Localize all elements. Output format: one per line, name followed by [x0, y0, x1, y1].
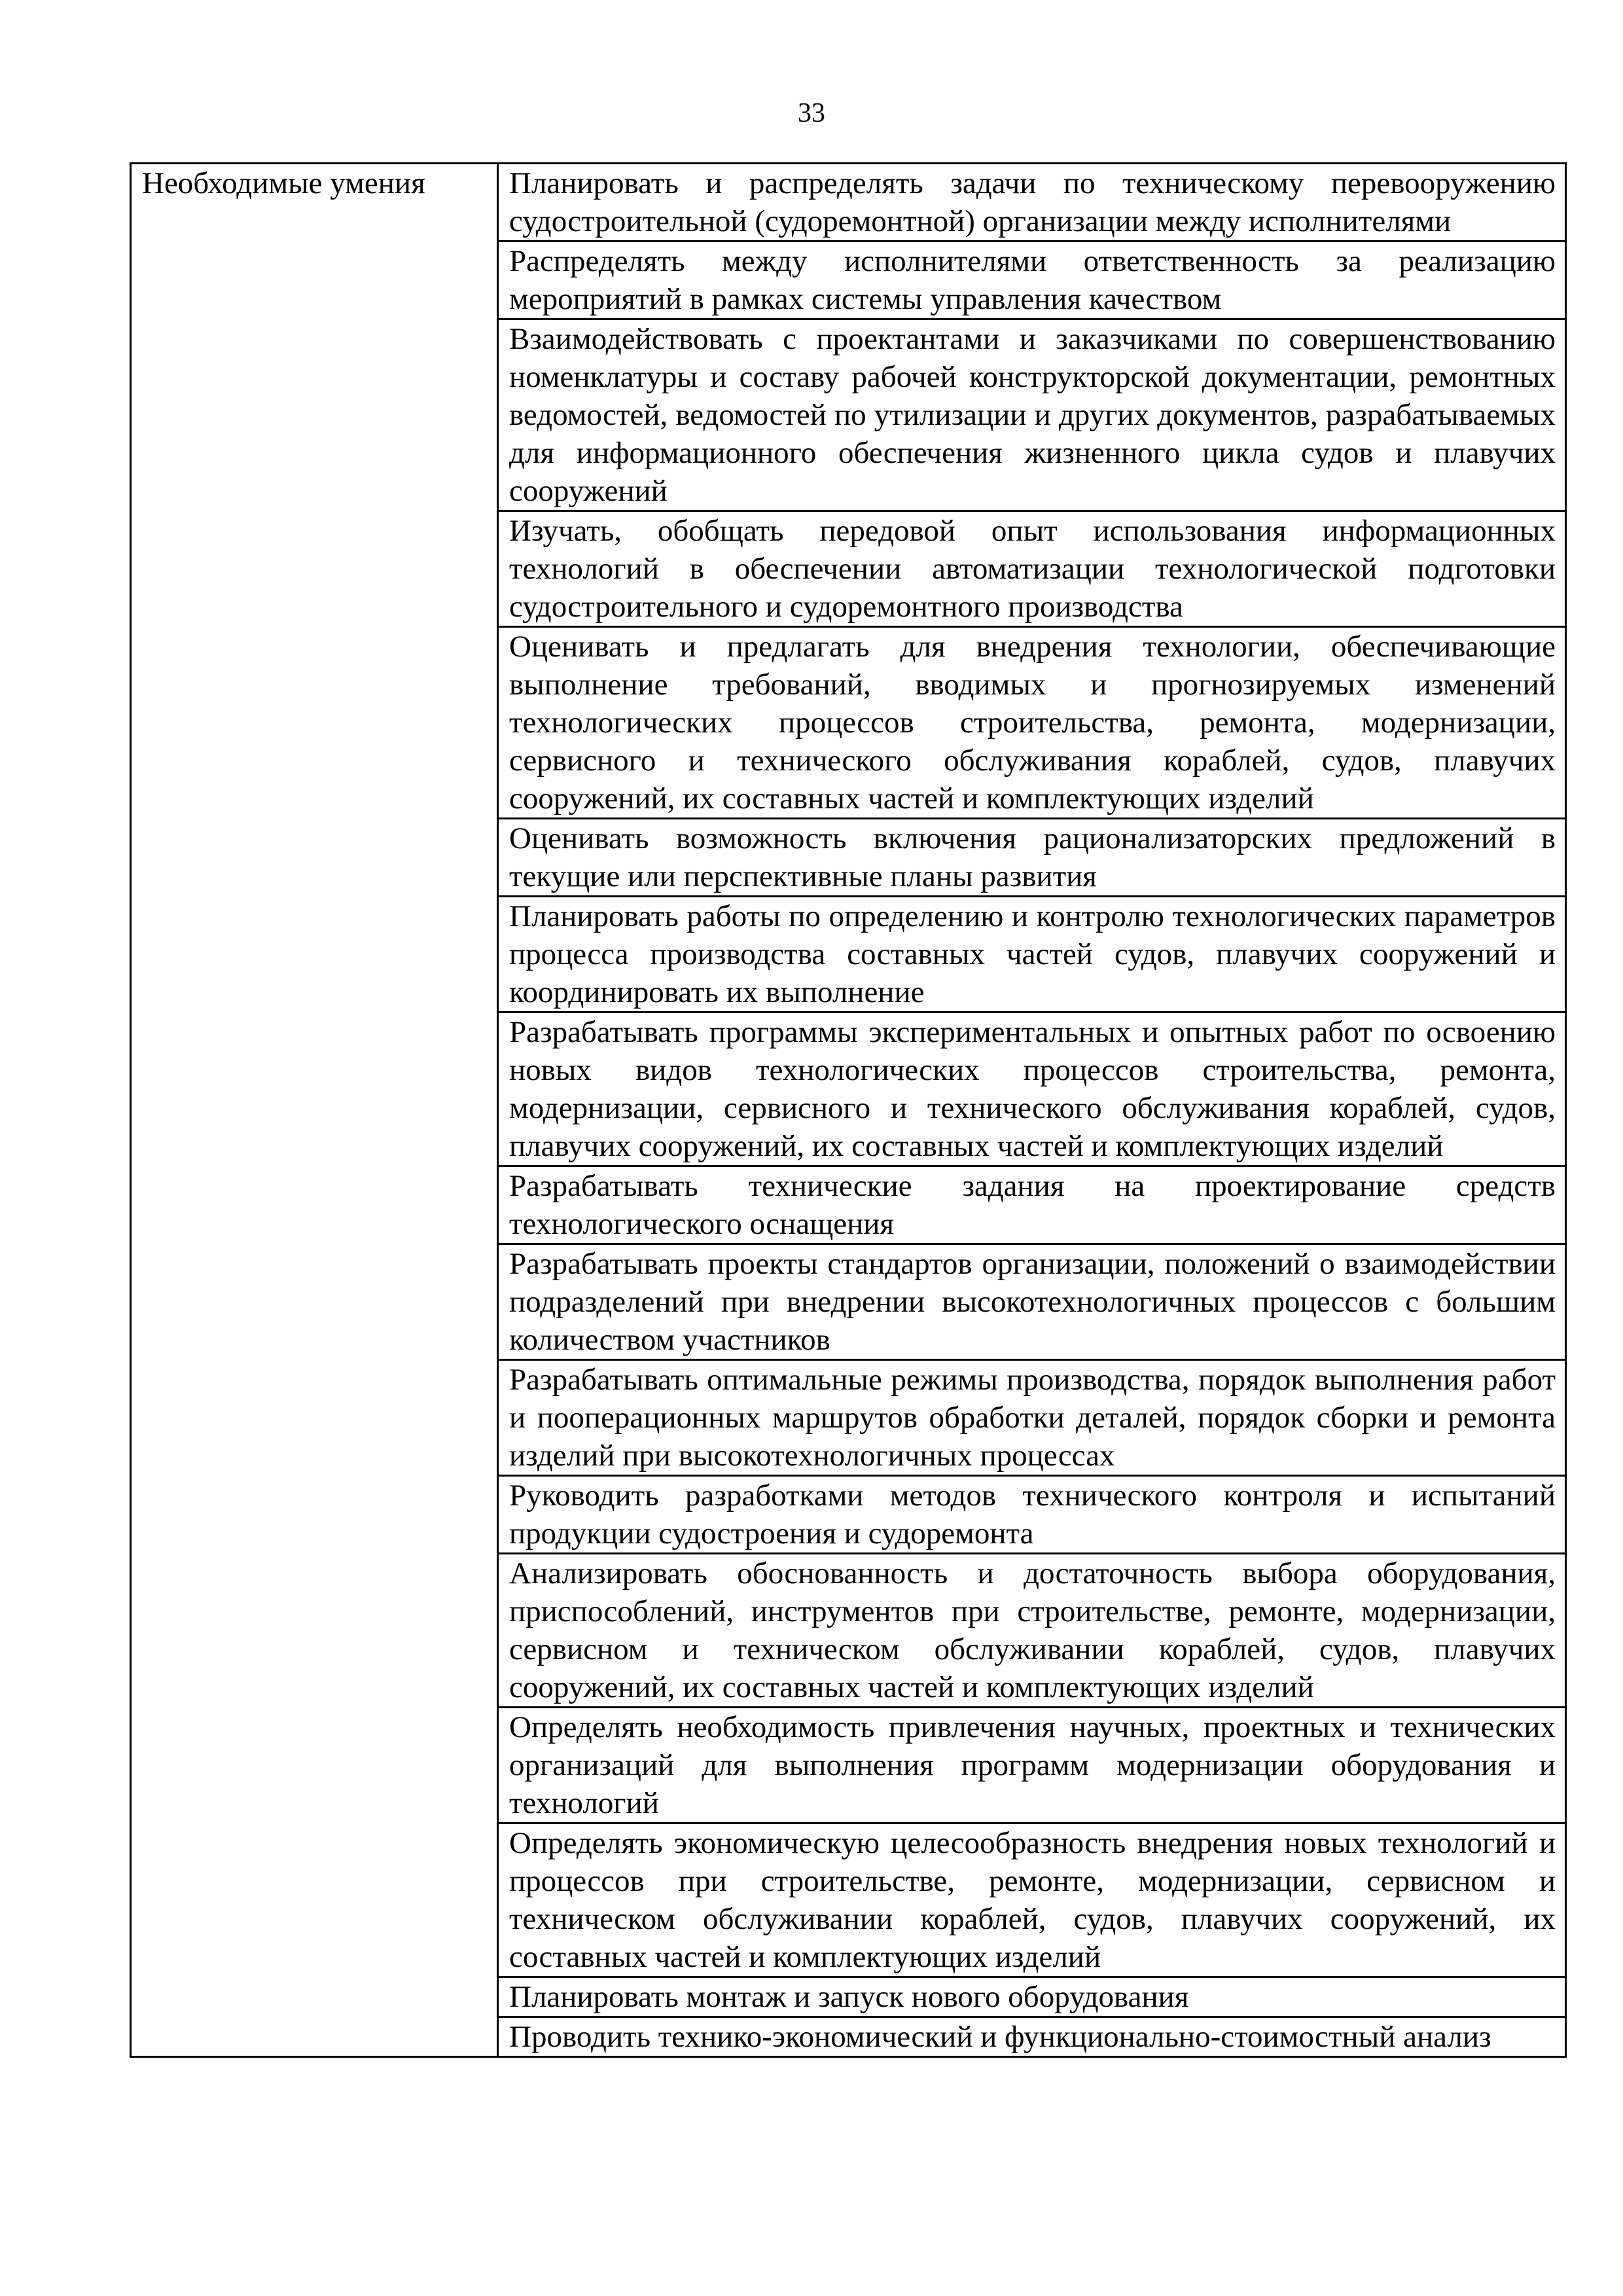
skills-table	[130, 162, 1567, 2058]
skill-item: Оценивать и предлагать для внедрения технологии, обеспечивающие выполнение требований, вводимых и прогнозируемых изменений технологических процессов строительства, ремонта, модернизации, сервисного и технического обслуживания кораблей, судов, плавучих сооружений, их составных частей и комплектующих изделий	[498, 627, 1566, 819]
skill-item: Проводить технико-экономический и функционально-стоимостный анализ	[498, 2017, 1566, 2057]
table-row	[131, 164, 1566, 242]
skill-item: Оценивать возможность включения рационализаторских предложений в текущие или перспективные планы развития	[498, 819, 1566, 897]
skill-item: Разрабатывать проекты стандартов организации, положений о взаимодействии подразделений при внедрении высокотехнологичных процессов с большим количеством участников	[498, 1244, 1566, 1360]
skill-item: Планировать работы по определению и контролю технологических параметров процесса производства составных частей судов, плавучих сооружений и координировать их выполнение	[498, 897, 1566, 1013]
section-label-cell	[131, 164, 498, 2057]
skill-item: Определять необходимость привлечения научных, проектных и технических организаций для выполнения программ модернизации оборудования и технологий	[498, 1708, 1566, 1823]
skill-item: Планировать и распределять задачи по техническому перевооружению судостроительной (судоремонтной) организации между исполнителями	[498, 164, 1566, 242]
skill-item: Разрабатывать оптимальные режимы производства, порядок выполнения работ и пооперационных маршрутов обработки деталей, порядок сборки и ремонта изделий при высокотехнологичных процессах	[498, 1360, 1566, 1476]
skill-item: Изучать, обобщать передовой опыт использования информационных технологий в обеспечении автоматизации технологической подготовки судостроительного и судоремонтного производства	[498, 511, 1566, 627]
skill-item: Разрабатывать программы экспериментальных и опытных работ по освоению новых видов технологических процессов строительства, ремонта, модернизации, сервисного и технического обслуживания кораблей, судов, плавучих сооружений, их составных частей и комплектующих изделий	[498, 1013, 1566, 1166]
page-number: 33	[798, 98, 825, 128]
skill-item: Разрабатывать технические задания на проектирование средств технологического оснащения	[498, 1166, 1566, 1244]
skill-item: Планировать монтаж и запуск нового оборудования	[498, 1977, 1566, 2017]
skill-item: Взаимодействовать с проектантами и заказчиками по совершенствованию номенклатуры и составу рабочей конструкторской документации, ремонтных ведомостей, ведомостей по утилизации и других документов, разрабатываемых для информационного обеспечения жизненного цикла судов и плавучих сооружений	[498, 319, 1566, 511]
section-label: Необходимые умения	[142, 166, 425, 200]
skill-item: Руководить разработками методов технического контроля и испытаний продукции судостроения и судоремонта	[498, 1476, 1566, 1554]
skill-item: Распределять между исполнителями ответственность за реализацию мероприятий в рамках системы управления качеством	[498, 242, 1566, 319]
skill-item: Анализировать обоснованность и достаточность выбора оборудования, приспособлений, инструментов при строительстве, ремонте, модернизации, сервисном и техническом обслуживании кораблей, судов, плавучих сооружений, их составных частей и комплектующих изделий	[498, 1554, 1566, 1708]
skill-item: Определять экономическую целесообразность внедрения новых технологий и процессов при строительстве, ремонте, модернизации, сервисном и техническом обслуживании кораблей, судов, плавучих сооружений, их составных частей и комплектующих изделий	[498, 1823, 1566, 1977]
